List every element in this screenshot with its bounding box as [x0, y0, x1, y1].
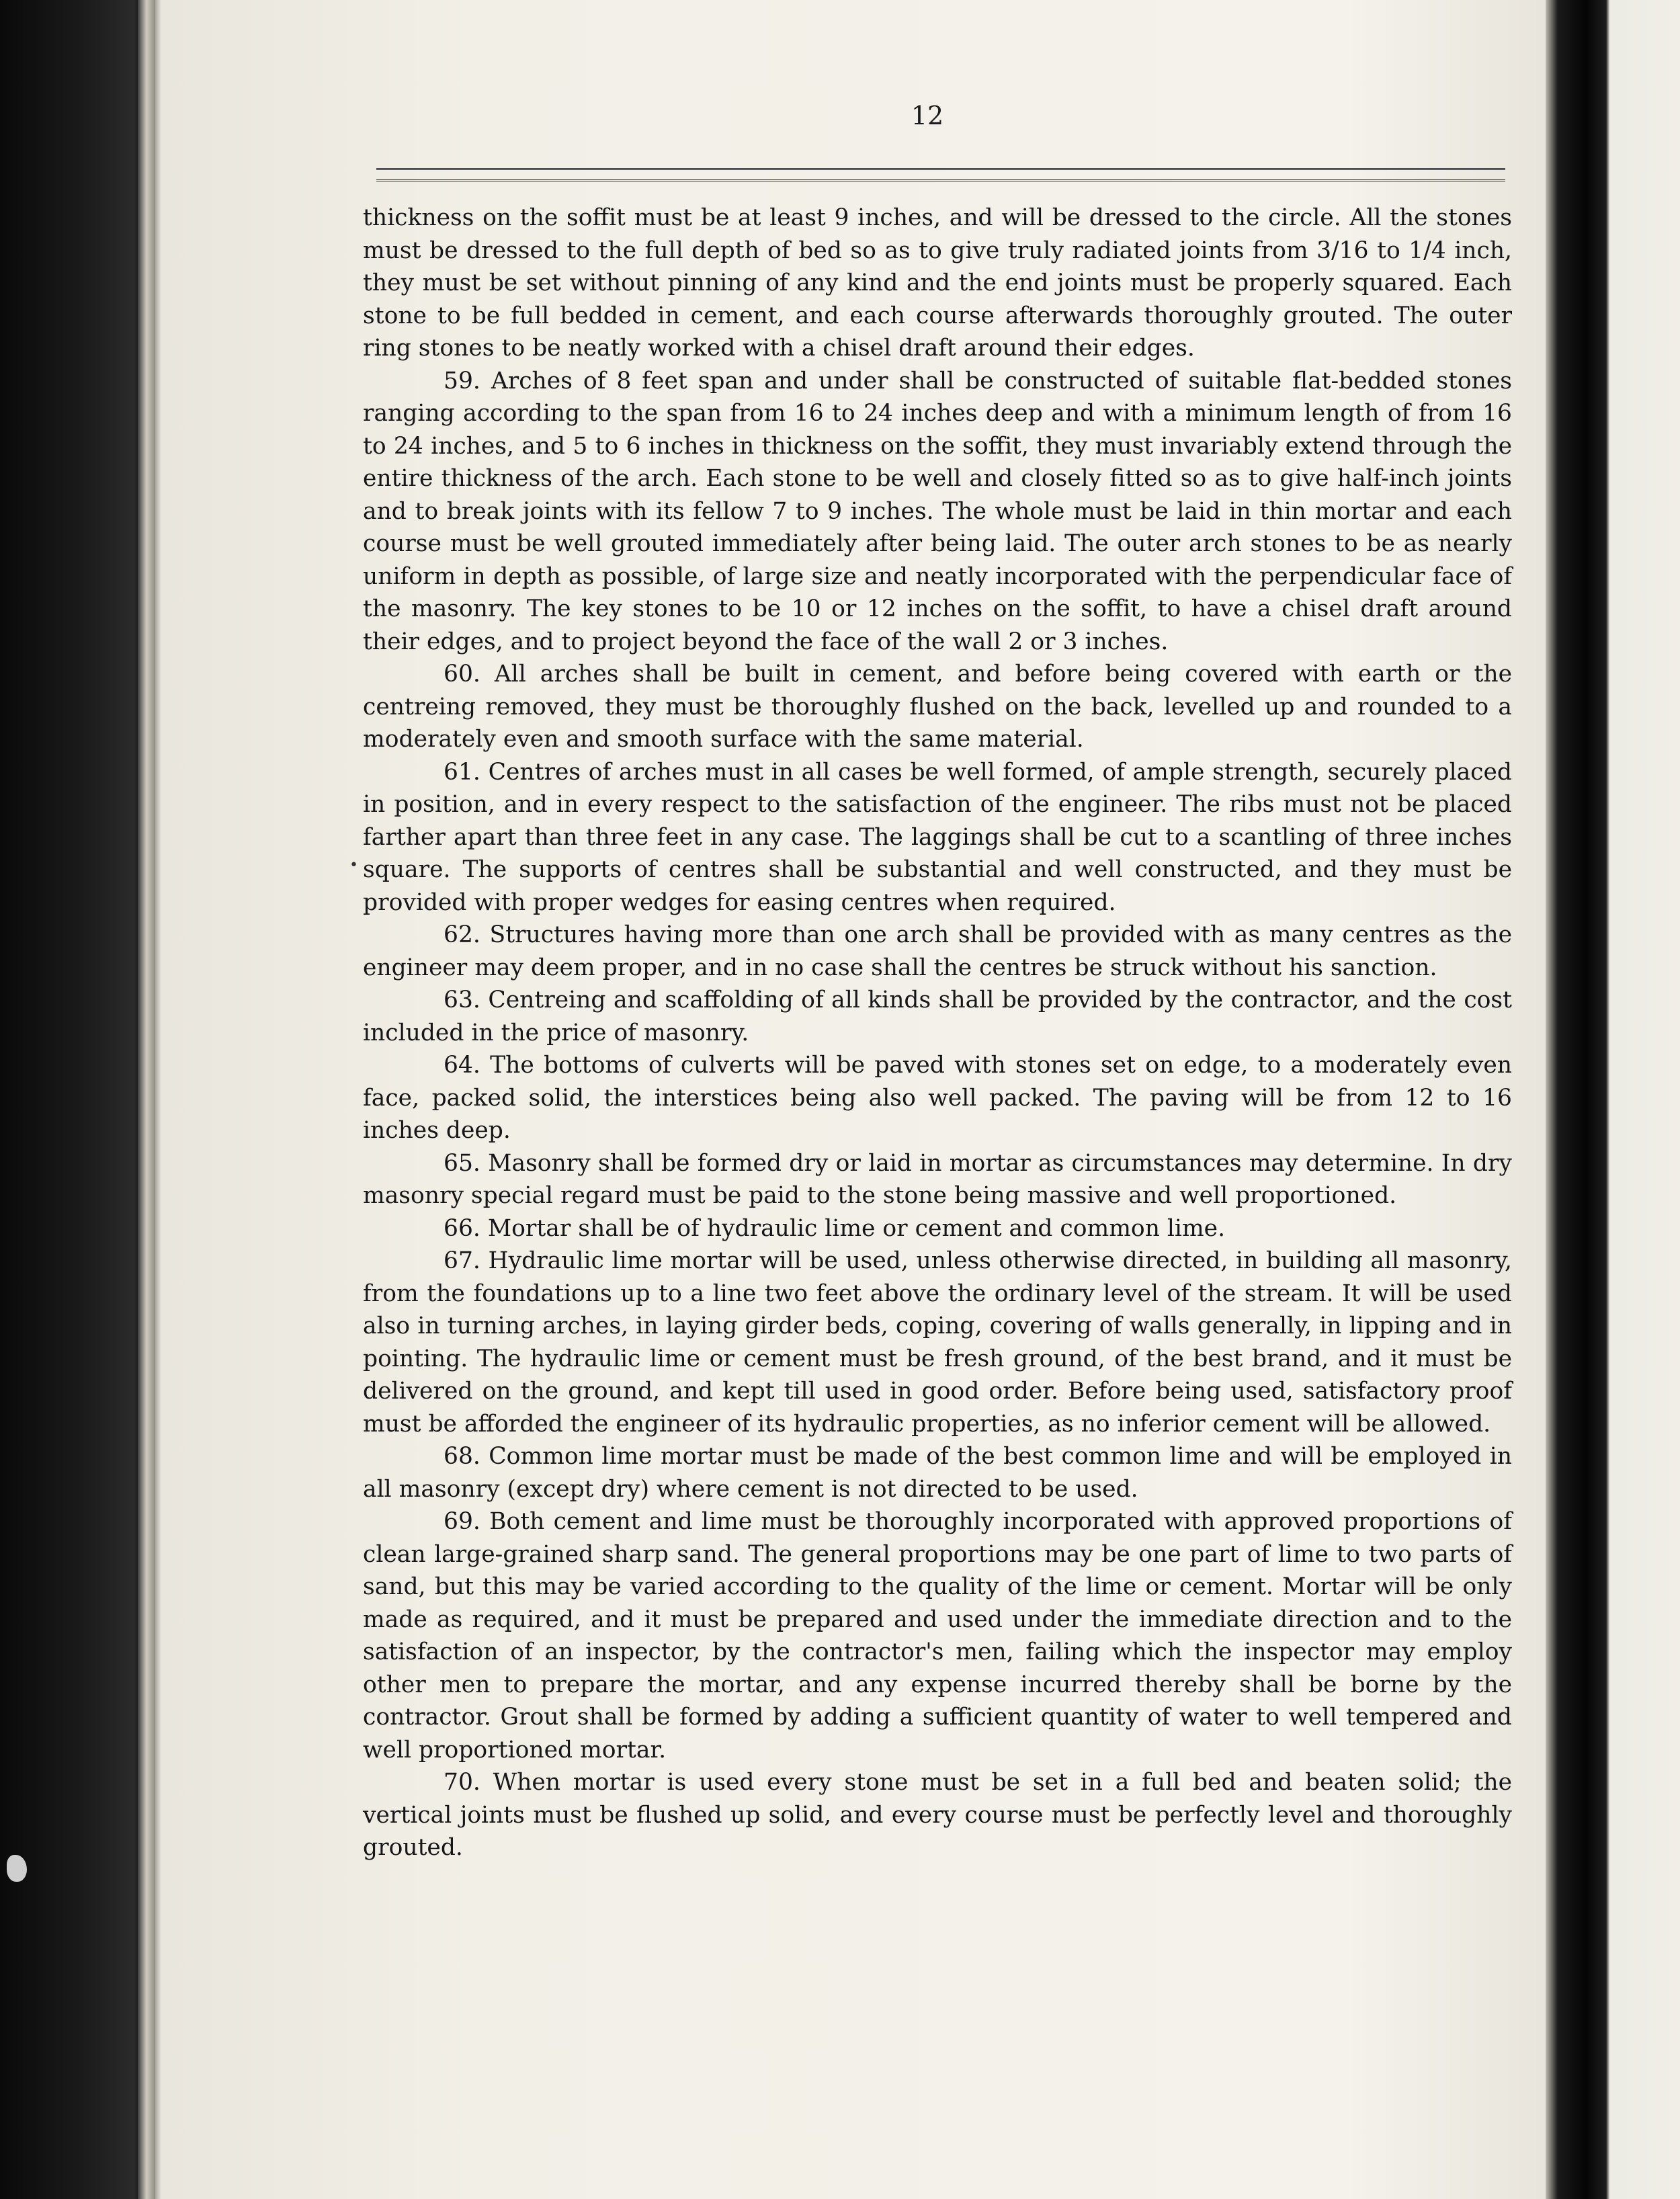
paragraph-65: 65. Masonry shall be formed dry or laid in mortar as circumstances may determine. In dry masonry special regard must be paid to the stone being massive and well proportioned. [363, 1149, 1512, 1209]
scan-clip-mark [7, 1855, 27, 1882]
paragraph-69: 69. Both cement and lime must be thoroughly incorporated with approved proportions of clean large-grained sharp sand. The general proportions may be one part of lime to two parts of sand, but this may be varied according to the quality of the lime or cement. Mortar will be only made as required, and it must be prepared and used under the immediate direction and to the satisfaction of an inspector, by the contractor's men, failing which the inspector may employ other men to prepare the mortar, and any expense incurred thereby shall be borne by the contractor. Grout shall be formed by adding a sufficient quantity of water to well tempered and well proportioned mortar. [363, 1508, 1512, 1764]
paragraph-68: 68. Common lime mortar must be made of the best common lime and will be employed in all masonry (except dry) where cement is not directed to be used. [363, 1443, 1512, 1503]
paragraph-70: 70. When mortar is used every stone must be set in a full bed and beaten solid; the vertical joints must be flushed up solid, and every course must be perfectly level and thoroughly grouted. [363, 1769, 1512, 1861]
paragraph-59: 59. Arches of 8 feet span and under shall be constructed of suitable flat-bedded stones ranging according to the span from 16 to 24 inches deep and with a minimum length of from 16 to 24 inches, and 5 to 6 inches in thickness on the soffit, they must invariably extend through the entire thickness of the arch. Each stone to be well and closely fitted so as to give half-inch joints and to break joints with its fellow 7 to 9 inches. The whole must be laid in thin mortar and each course must be well grouted immediately after being laid. The outer arch stones to be as nearly uniform in depth as possible, of large size and neatly incorporated with the perpendicular face of the masonry. The key stones to be 10 or 12 inches on the soffit, to have a chisel draft around their edges, and to project beyond the face of the wall 2 or 3 inches. [363, 367, 1512, 655]
paragraph-61: 61. Centres of arches must in all cases be well formed, of ample strength, securely placed in position, and in every respect to the satisfaction of the engineer. The ribs must not be placed farther apart than three feet in any case. The laggings shall be cut to a scantling of three inches square. The supports of centres shall be substantial and well constructed, and they must be provided with proper wedges for easing centres when required. [363, 758, 1512, 916]
paragraph-60: 60. All arches shall be built in cement, and before being covered with earth or the centreing removed, they must be thoroughly flushed on the back, levelled up and rounded to a moderately even and smooth surface with the same material. [363, 661, 1512, 753]
paragraph-64: 64. The bottoms of culverts will be paved with stones set on edge, to a moderately even face, packed solid, the interstices being also well packed. The paving will be from 12 to 16 inches deep. [363, 1052, 1512, 1144]
paragraph-continued: thickness on the soffit must be at least 9 inches, and will be dressed to the circle. All the stones must be dressed to the full depth of bed so as to give truly radiated joints from 3/16 to 1/4 inch, they must be set without pinning of any kind and the end joints must be properly squared. Each stone to be full bedded in cement, and each course afterwards thoroughly grouted. The outer ring stones to be neatly worked with a chisel draft around their edges. [363, 204, 1512, 362]
paragraph-62: 62. Structures having more than one arch shall be provided with as many centres as the engineer may deem proper, and in no case shall the centres be struck without his sanction. [363, 921, 1512, 981]
page-number: 12 [911, 101, 944, 130]
paragraph-63: 63. Centreing and scaffolding of all kinds shall be provided by the contractor, and the cost included in the price of masonry. [363, 987, 1512, 1046]
page-body [363, 202, 1512, 1864]
paragraph-66: 66. Mortar shall be of hydraulic lime or cement and common lime. [444, 1214, 1226, 1242]
book-spine-edge [138, 0, 155, 2199]
margin-dot: • [349, 857, 358, 874]
paragraph-67: 67. Hydraulic lime mortar will be used, unless otherwise directed, in building all masonry, from the foundations up to a line two feet above the ordinary level of the stream. It will be used also in turning arches, in laying girder beds, coping, covering of walls generally, in lipping and in pointing. The hydraulic lime or cement must be fresh ground, of the best brand, and it must be delivered on the ground, and kept till used in good order. Before being used, satisfactory proof must be afforded the engineer of its hydraulic properties, as no inferior cement will be allowed. [363, 1247, 1512, 1438]
header-rule [376, 168, 1505, 181]
page-gutter-shadow [1546, 0, 1609, 2199]
